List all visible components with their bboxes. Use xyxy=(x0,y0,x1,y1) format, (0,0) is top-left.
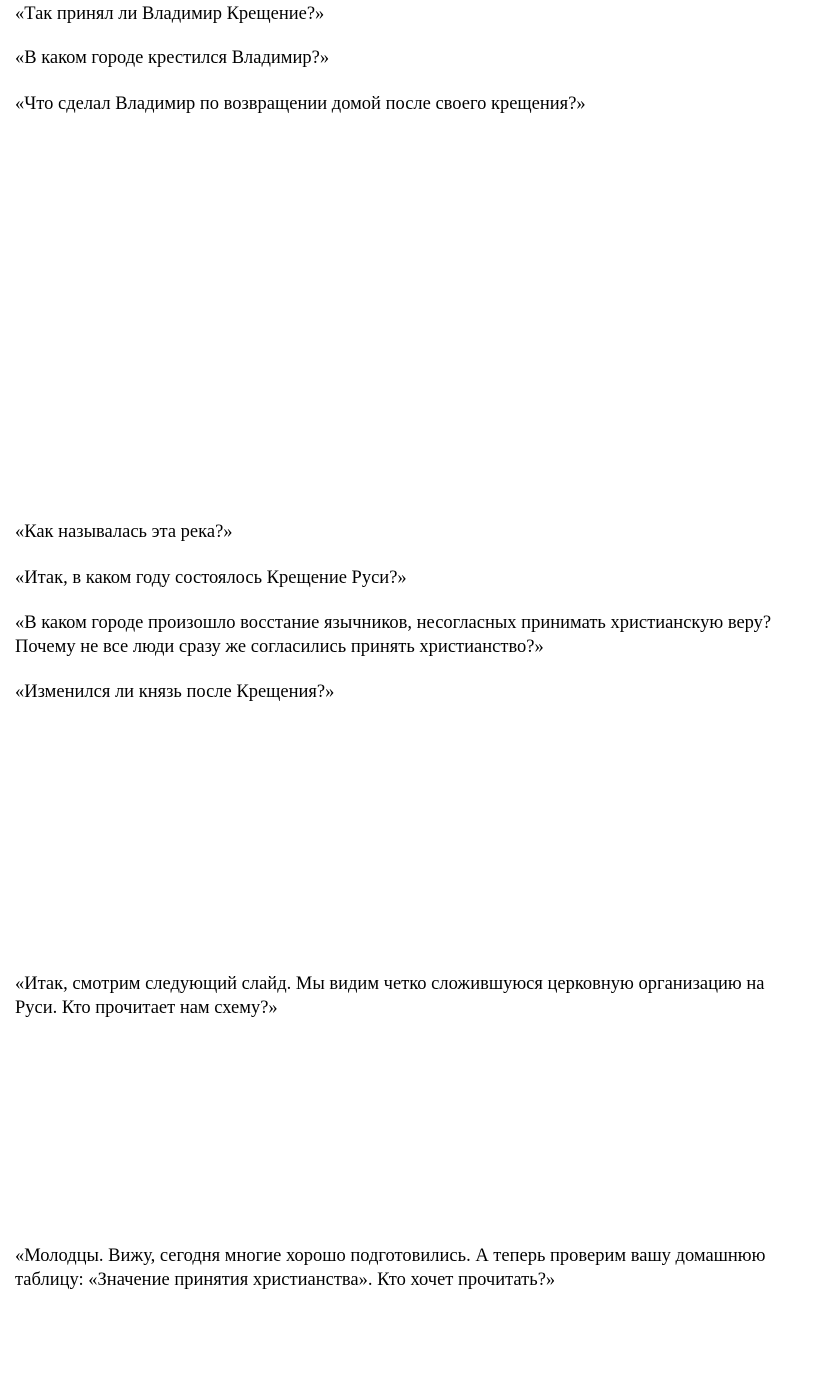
teacher-remark-paragraph: «Молодцы. Вижу, сегодня многие хорошо подготовились. А теперь проверим вашу домашнюю таблицу: «Значение принятия христианства». Кто хочет прочитать?» xyxy=(15,1246,766,1290)
question-paragraph: «В каком городе произошло восстание язычников, несогласных принимать христианскую веру? Почему не все люди сразу же согласились принять христианство?» xyxy=(15,613,772,657)
question-paragraph: «Как называлась эта река?» xyxy=(15,522,233,542)
question-paragraph: «Итак, в каком году состоялось Крещение Руси?» xyxy=(15,568,407,588)
teacher-remark-paragraph: «Итак, смотрим следующий слайд. Мы видим четко сложившуюся церковную организацию на Руси. Кто прочитает нам схему?» xyxy=(15,974,765,1018)
question-paragraph: «Так принял ли Владимир Крещение?» xyxy=(15,4,325,24)
question-paragraph: «Что сделал Владимир по возвращении домой после своего крещения?» xyxy=(15,94,586,114)
question-paragraph: «В каком городе крестился Владимир?» xyxy=(15,48,330,68)
question-paragraph: «Изменился ли князь после Крещения?» xyxy=(15,682,335,702)
